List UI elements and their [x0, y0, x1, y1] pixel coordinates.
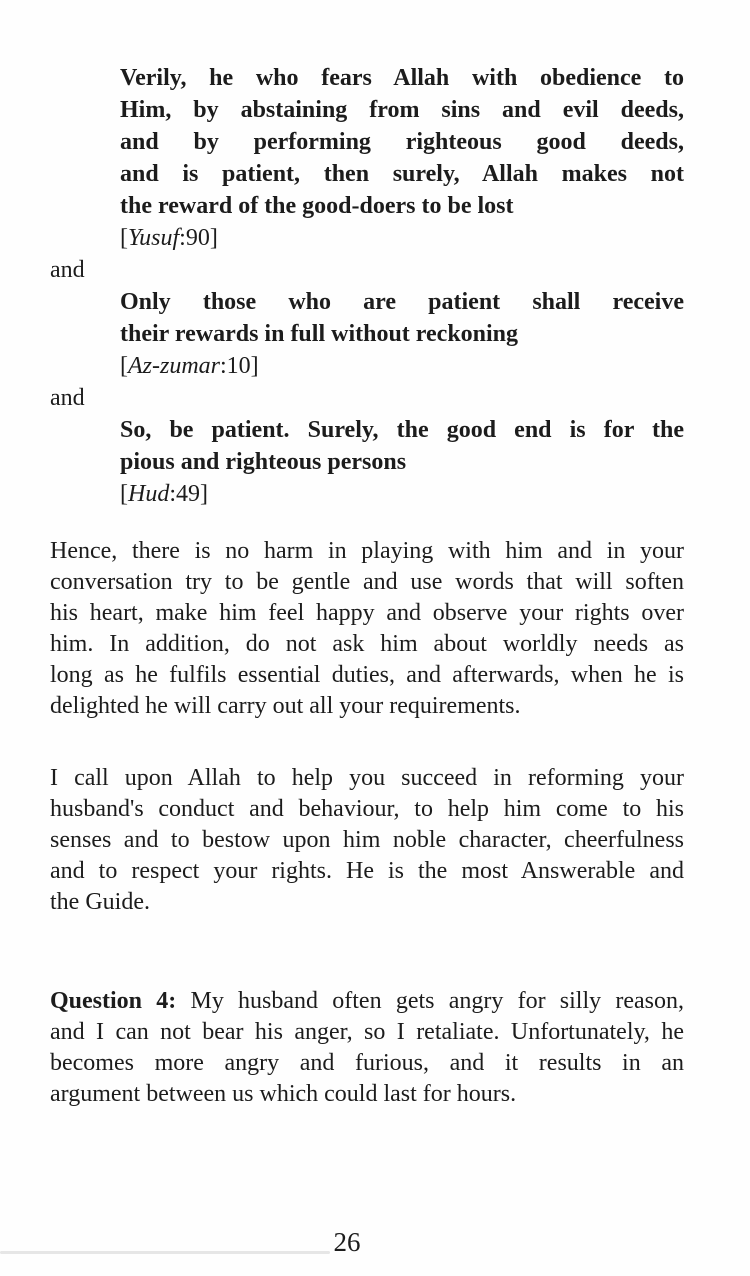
text-line: So, be patient. Surely, the good end is for the: [120, 417, 684, 443]
text-line: I call upon Allah to help you succeed in reforming your: [50, 765, 684, 791]
ref-verse: :49]: [169, 481, 209, 507]
text-line: the reward of the good-doers to be lost: [120, 193, 514, 219]
text-line: and by performing righteous good deeds,: [120, 129, 684, 155]
quote-text: [120, 286, 684, 350]
text-line: the Guide.: [50, 889, 150, 915]
text-line: [50, 986, 684, 1017]
scan-artifact: [0, 1251, 330, 1254]
quote-reference: [120, 478, 684, 510]
quran-quote-2: [120, 286, 684, 382]
text-line: their rewards in full without reckoning: [120, 321, 519, 347]
ref-surah-name: Hud: [128, 481, 170, 507]
text-line: senses and to bestow upon him noble character, cheerfulness: [50, 827, 684, 853]
quote-reference: [120, 222, 684, 254]
ref-verse: :10]: [220, 353, 259, 379]
text-line: and is patient, then surely, Allah makes not: [120, 161, 684, 187]
page-number: 26: [333, 1227, 361, 1257]
text-line: his heart, make him feel happy and observe your rights over: [50, 600, 684, 626]
ref-open-bracket: [: [120, 353, 128, 379]
ref-surah-name: Yusuf: [128, 225, 180, 251]
text-line: Him, by abstaining from sins and evil deeds,: [120, 97, 684, 123]
quote-text: [120, 414, 684, 478]
text-line: husband's conduct and behaviour, to help him come to his: [50, 796, 684, 822]
quote-reference: [120, 350, 684, 382]
body-paragraph-1: [50, 536, 684, 722]
text-line: him. In addition, do not ask him about worldly needs as: [50, 631, 684, 657]
text-line: Only those who are patient shall receive: [120, 289, 684, 315]
ref-open-bracket: [: [120, 481, 128, 507]
question-paragraph: [50, 986, 684, 1110]
question-first-line-text: My husband often gets angry for silly reason,: [190, 988, 684, 1014]
text-line: and I can not bear his anger, so I retaliate. Unfortunately, he: [50, 1019, 684, 1045]
quote-group: [50, 62, 684, 510]
ref-verse: :90]: [179, 225, 218, 251]
body-paragraph-2: [50, 763, 684, 918]
text-line: Verily, he who fears Allah with obedience to: [120, 65, 684, 91]
text-line: Hence, there is no harm in playing with him and in your: [50, 538, 684, 564]
text-line: becomes more angry and furious, and it results in an: [50, 1050, 684, 1076]
connector-word-2: and: [50, 385, 85, 411]
text-line: delighted he will carry out all your requirements.: [50, 693, 521, 719]
text-line: pious and righteous persons: [120, 449, 407, 475]
quran-quote-3: [120, 414, 684, 510]
quote-text: [120, 62, 684, 222]
connector-word-1: and: [50, 257, 85, 283]
text-line: argument between us which could last for hours.: [50, 1081, 517, 1107]
text-line: long as he fulfils essential duties, and afterwards, when he is: [50, 662, 684, 688]
text-line: and to respect your rights. He is the most Answerable and: [50, 858, 684, 884]
ref-open-bracket: [: [120, 225, 128, 251]
question-rest-lines: [50, 1017, 684, 1110]
text-line: conversation try to be gentle and use words that will soften: [50, 569, 684, 595]
quran-quote-1: [120, 62, 684, 254]
question-label: Question 4:: [50, 988, 177, 1014]
ref-surah-name: Az-zumar: [128, 353, 221, 379]
